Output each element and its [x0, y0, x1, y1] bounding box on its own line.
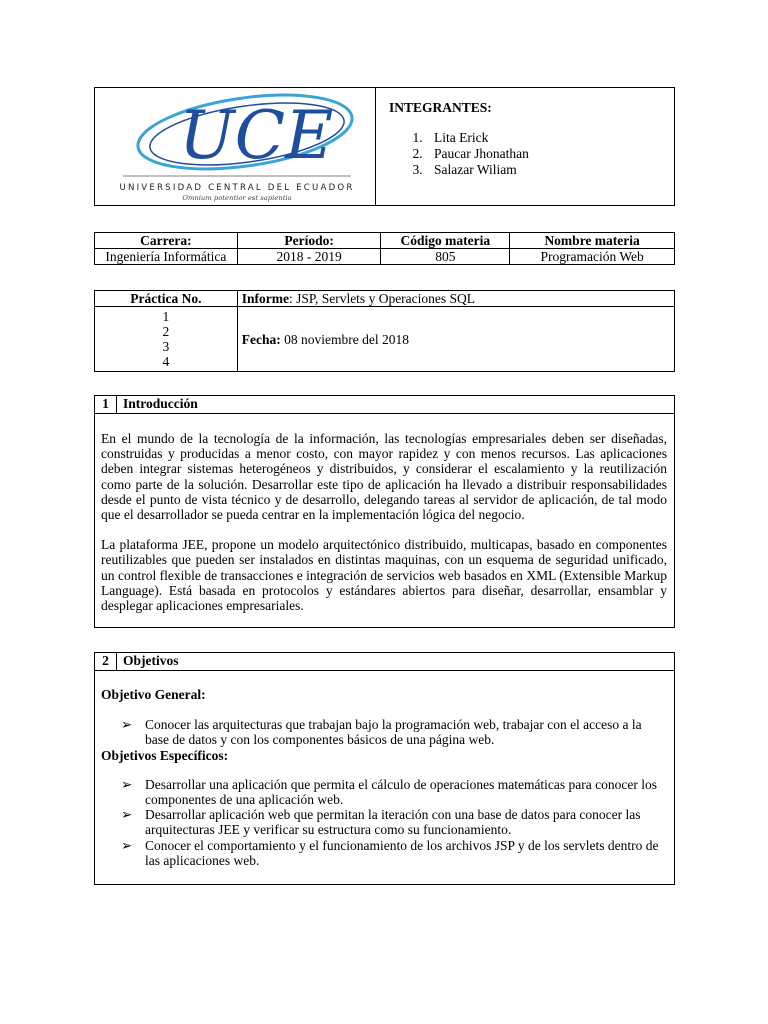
header-divider: [375, 88, 376, 205]
intro-section: [94, 395, 675, 628]
fecha-label: Fecha:: [241, 331, 281, 347]
objetivos-section: [94, 652, 675, 885]
objetivo-especifico-item: [101, 838, 667, 868]
arrow-bullet-icon: ➢: [121, 807, 133, 823]
integrante-item: 3. Salazar Wiliam: [426, 162, 659, 178]
course-info-table: [94, 232, 675, 265]
practice-number: 3: [162, 339, 170, 354]
objetivo-especifico-item: [101, 777, 667, 807]
integrante-item: 1. Lita Erick: [426, 130, 659, 146]
objetivos-especificos-list: [101, 777, 667, 868]
logo-mark-text: UCE: [179, 97, 334, 174]
fecha-value: 08 noviembre del 2018: [280, 331, 410, 347]
uce-logo: [117, 90, 357, 202]
informe-cell: [237, 291, 674, 307]
intro-section-number: 1: [95, 396, 117, 413]
arrow-bullet-icon: ➢: [121, 837, 133, 853]
value-carrera: Ingeniería Informática: [95, 249, 238, 265]
logo-university-name: UNIVERSIDAD CENTRAL DEL ECUADOR: [119, 183, 355, 193]
objetivos-section-number: 2: [95, 653, 117, 670]
value-nombre-materia: Programación Web: [510, 249, 675, 265]
objetivos-section-body: [95, 671, 674, 868]
fecha-cell: [237, 307, 674, 372]
intro-section-header: [95, 396, 674, 414]
objetivo-especifico-text: Conocer el comportamiento y el funcionamiento de los archivos JSP y de los servlets dentro de las aplicaciones web.: [145, 837, 659, 868]
practice-number: 4: [162, 354, 170, 369]
objetivo-general-label: Objetivo General:: [101, 687, 206, 702]
practice-numbers: [95, 307, 238, 372]
practice-number: 2: [162, 324, 170, 339]
practice-number: 1: [162, 309, 170, 324]
arrow-bullet-icon: ➢: [121, 717, 133, 733]
intro-section-title: Introducción: [123, 396, 198, 411]
integrantes-list: [389, 130, 659, 178]
integrantes-title: INTEGRANTES:: [389, 100, 492, 115]
header-codigo-materia: Código materia: [381, 233, 510, 249]
logo-motto: Omnium potentior est sapientia: [182, 194, 292, 202]
practice-number-header: Práctica No.: [95, 291, 238, 307]
objetivo-general-list: [101, 717, 667, 747]
integrantes-block: [389, 100, 659, 178]
practice-header-row: [95, 291, 675, 307]
practice-table: [94, 290, 675, 372]
objetivo-especifico-text: Desarrollar aplicación web que permitan la iteración con una base de datos para conocer las arquitecturas JEE y verificar su estructura como su funcionamiento.: [145, 807, 641, 838]
header-carrera: Carrera:: [95, 233, 238, 249]
intro-paragraph: La plataforma JEE, propone un modelo arquitectónico distribuido, multicapas, basado en componentes reutilizables que pueden ser instalados en distintas maquinas, con un esquema de seguridad unificado, un control flexible de transacciones e integración de servicios web basados en XML (Extensible Markup Language). Está basada en protocolos y estándares abiertos para diseñar, desarrollar, ensamblar y desplegar aplicaciones empresariales.: [101, 537, 667, 614]
value-periodo: 2018 - 2019: [237, 249, 381, 265]
objetivo-general-text: Conocer las arquitecturas que trabajan bajo la programación web, trabajar con el acceso a la base de datos y con los componentes básicos de una página web.: [145, 717, 642, 748]
informe-value: : JSP, Servlets y Operaciones SQL: [289, 291, 476, 306]
objetivos-especificos-label: Objetivos Específicos:: [101, 747, 229, 763]
practice-body-row: [95, 307, 675, 372]
objetivo-especifico-text: Desarrollar una aplicación que permita el cálculo de operaciones matemáticas para conocer los componentes de una aplicación web.: [145, 776, 658, 808]
header-nombre-materia: Nombre materia: [510, 233, 675, 249]
intro-section-body: [95, 414, 674, 613]
integrante-item: 2. Paucar Jhonathan: [426, 146, 659, 162]
course-info-value-row: [95, 249, 675, 265]
objetivos-section-header: [95, 653, 674, 671]
arrow-bullet-icon: ➢: [121, 776, 133, 792]
value-codigo-materia: 805: [381, 249, 510, 265]
header-box: [94, 87, 675, 206]
informe-label: Informe: [241, 291, 290, 306]
course-info-header-row: [95, 233, 675, 249]
objetivo-especifico-item: [101, 807, 667, 837]
objetivos-section-title: Objetivos: [123, 653, 179, 668]
objetivo-general-item: [101, 717, 667, 747]
header-periodo: Período:: [237, 233, 381, 249]
intro-paragraph: En el mundo de la tecnología de la información, las tecnologías empresariales deben ser diseñadas, construidas y producidas a menor costo, con mayor rapidez y con menos recursos. Las aplicaciones deben integrar sistemas heterogéneos y distribuidos, y considerar el escalamiento y la reutilización como parte de la solución. Desarrollar este tipo de aplicación ha llevado a distribuir responsabilidades desde el punto de vista técnico y de desarrollo, delegando tareas al servidor de aplicación, de tal modo que el desarrollador se pueda centrar en la implementación lógica del negocio.: [101, 431, 667, 523]
